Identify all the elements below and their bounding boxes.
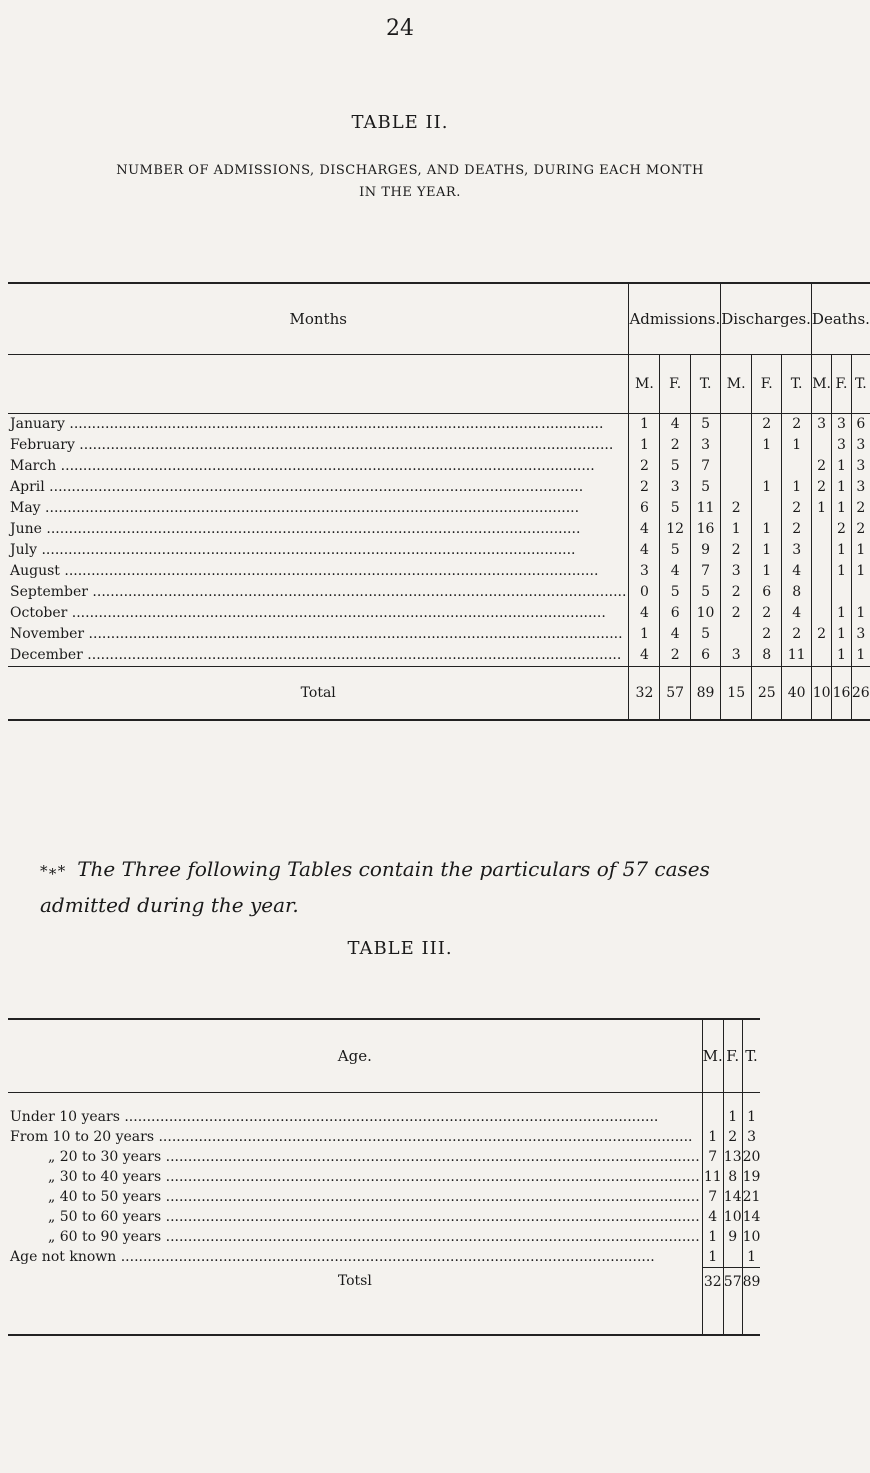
- month-cell: 11: [690, 498, 720, 519]
- monthly-table: [8, 282, 870, 721]
- age-cell: 10: [742, 1228, 761, 1245]
- age-header: Age.: [337, 1047, 372, 1065]
- age-row: [8, 1207, 760, 1227]
- month-cell: 6: [629, 498, 660, 519]
- month-cell: 2: [782, 414, 812, 436]
- month-cell: [811, 561, 831, 582]
- month-row: [8, 498, 870, 519]
- month-label: [8, 456, 629, 477]
- discharges-header: Discharges.: [721, 283, 812, 355]
- month-cell: 6: [660, 603, 690, 624]
- sub-header: T.: [690, 355, 720, 414]
- month-cell: 1: [832, 645, 851, 667]
- month-cell: 2: [782, 498, 812, 519]
- age-total-cell: 89: [742, 1267, 760, 1335]
- month-row: [8, 561, 870, 582]
- month-name: March .....: [10, 458, 597, 474]
- total-cell: 26: [851, 667, 870, 721]
- sub-header: M.: [629, 355, 660, 414]
- month-cell: 2: [811, 624, 831, 645]
- subtitle-line-1: NUMBER OF ADMISSIONS, DISCHARGES, AND DEATHS, DURING EACH MONTH: [116, 163, 704, 178]
- month-cell: [811, 540, 831, 561]
- m-header: M.: [702, 1019, 723, 1093]
- month-label: [8, 624, 629, 645]
- t-header: T.: [742, 1019, 760, 1093]
- age-label: [8, 1187, 702, 1207]
- month-name: December .....: [10, 647, 623, 663]
- sub-header: M.: [811, 355, 831, 414]
- month-cell: 11: [782, 645, 812, 667]
- month-cell: 2: [629, 477, 660, 498]
- month-cell: 5: [690, 582, 720, 603]
- age-cell: 1: [723, 1107, 742, 1127]
- month-label: [8, 603, 629, 624]
- total-cell: 10: [811, 667, 831, 721]
- month-cell: 2: [782, 624, 812, 645]
- table-2-title: TABLE II.: [351, 112, 449, 133]
- month-cell: 3: [851, 456, 870, 477]
- month-cell: [752, 498, 782, 519]
- footnote: [40, 852, 780, 922]
- month-cell: 1: [629, 414, 660, 436]
- sub-header: M.: [721, 355, 752, 414]
- month-cell: 3: [782, 540, 812, 561]
- age-cell: 4: [702, 1207, 723, 1227]
- sub-header: T.: [851, 355, 870, 414]
- age-label: [8, 1247, 702, 1268]
- month-cell: 2: [660, 645, 690, 667]
- month-row: [8, 582, 870, 603]
- total-label: Total: [300, 685, 336, 701]
- month-cell: [752, 456, 782, 477]
- age-row: [8, 1127, 760, 1147]
- age-cell: 8: [723, 1167, 742, 1187]
- month-cell: 3: [629, 561, 660, 582]
- month-cell: 4: [660, 414, 690, 436]
- month-cell: 1: [851, 540, 870, 561]
- months-header: Months: [289, 310, 347, 328]
- age-range: 40 to 50 years .....: [60, 1189, 702, 1205]
- month-cell: 4: [660, 561, 690, 582]
- table-2-subtitle: [60, 160, 760, 204]
- month-cell: 1: [851, 561, 870, 582]
- age-table-body: [8, 1107, 760, 1268]
- month-label: [8, 582, 629, 603]
- age-cell: 7: [702, 1147, 723, 1167]
- month-cell: 1: [752, 540, 782, 561]
- month-cell: 6: [752, 582, 782, 603]
- age-row: [8, 1247, 760, 1268]
- f-header: F.: [723, 1019, 742, 1093]
- sub-header: T.: [782, 355, 812, 414]
- month-cell: 1: [832, 498, 851, 519]
- age-range: 50 to 60 years .....: [60, 1209, 702, 1225]
- month-cell: 1: [782, 477, 812, 498]
- month-cell: 3: [721, 645, 752, 667]
- month-cell: 1: [832, 624, 851, 645]
- age-row: [8, 1187, 760, 1207]
- total-cell: 89: [690, 667, 720, 721]
- month-cell: 4: [782, 603, 812, 624]
- month-cell: 0: [629, 582, 660, 603]
- month-name: November .....: [10, 626, 625, 642]
- month-cell: [832, 582, 851, 603]
- month-cell: 4: [782, 561, 812, 582]
- month-cell: 1: [851, 645, 870, 667]
- age-cell: 13: [723, 1148, 742, 1165]
- age-row: [8, 1167, 760, 1187]
- page-number: 24: [386, 16, 414, 41]
- month-row: [8, 477, 870, 498]
- age-cell: 1: [742, 1107, 760, 1127]
- month-row: [8, 414, 870, 436]
- month-row: [8, 624, 870, 645]
- age-cell: 9: [723, 1227, 742, 1247]
- month-name: July .....: [10, 542, 578, 558]
- age-range: Under 10 years .....: [10, 1109, 660, 1125]
- month-cell: [811, 582, 831, 603]
- month-row: [8, 435, 870, 456]
- age-range: 30 to 40 years .....: [60, 1169, 702, 1185]
- age-range: 20 to 30 years .....: [60, 1149, 702, 1165]
- month-cell: 1: [832, 561, 851, 582]
- month-cell: 9: [690, 540, 720, 561]
- ditto-mark: „: [48, 1148, 56, 1165]
- month-cell: 1: [752, 477, 782, 498]
- month-cell: 3: [660, 477, 690, 498]
- month-cell: 1: [629, 624, 660, 645]
- month-cell: 1: [629, 435, 660, 456]
- month-cell: 6: [851, 414, 870, 436]
- month-row: [8, 456, 870, 477]
- age-cell: 14: [742, 1208, 761, 1225]
- month-label: [8, 561, 629, 582]
- age-total-cell: 57: [723, 1267, 742, 1335]
- month-cell: 16: [690, 519, 720, 540]
- ditto-mark: „: [48, 1208, 56, 1225]
- month-name: August .....: [10, 563, 600, 579]
- month-cell: 4: [660, 624, 690, 645]
- age-label: [8, 1107, 702, 1127]
- month-cell: 8: [782, 582, 812, 603]
- ditto-mark: „: [48, 1188, 56, 1205]
- month-cell: 3: [721, 561, 752, 582]
- total-cell: 40: [782, 667, 812, 721]
- month-cell: 7: [690, 456, 720, 477]
- month-name: October .....: [10, 605, 608, 621]
- month-name: February .....: [10, 437, 615, 453]
- month-name: September .....: [10, 584, 628, 600]
- month-label: [8, 498, 629, 519]
- age-label: [8, 1167, 702, 1187]
- month-cell: 1: [752, 519, 782, 540]
- sub-header: F.: [832, 355, 851, 414]
- month-cell: 2: [721, 582, 752, 603]
- total-cell: 32: [629, 667, 660, 721]
- age-label: [8, 1127, 702, 1147]
- total-cell: 57: [660, 667, 690, 721]
- month-row: [8, 519, 870, 540]
- age-cell: [702, 1107, 723, 1127]
- age-cell: 1: [702, 1227, 723, 1247]
- table-3-title: TABLE III.: [347, 938, 453, 959]
- sub-header: F.: [752, 355, 782, 414]
- age-cell: 1: [702, 1127, 723, 1147]
- month-cell: 2: [660, 435, 690, 456]
- month-cell: 3: [851, 435, 870, 456]
- month-cell: 5: [690, 414, 720, 436]
- month-cell: [811, 435, 831, 456]
- age-total-cell: 32: [702, 1267, 723, 1335]
- age-cell: 11: [703, 1168, 722, 1185]
- month-cell: 4: [629, 540, 660, 561]
- month-cell: [721, 624, 752, 645]
- month-cell: 5: [660, 540, 690, 561]
- age-cell: 21: [742, 1188, 761, 1205]
- month-cell: 1: [752, 561, 782, 582]
- age-label: [8, 1147, 702, 1167]
- month-cell: [721, 456, 752, 477]
- month-cell: 3: [811, 414, 831, 436]
- month-cell: 5: [660, 498, 690, 519]
- age-row: [8, 1227, 760, 1247]
- month-cell: 2: [782, 519, 812, 540]
- month-cell: 6: [690, 645, 720, 667]
- age-cell: 14: [723, 1188, 742, 1205]
- age-range: From 10 to 20 years .....: [10, 1129, 695, 1145]
- month-cell: 2: [811, 477, 831, 498]
- month-cell: 3: [690, 435, 720, 456]
- month-cell: 5: [690, 477, 720, 498]
- total-cell: 15: [721, 667, 752, 721]
- age-cell: 7: [702, 1187, 723, 1207]
- month-cell: [721, 477, 752, 498]
- month-cell: 4: [629, 645, 660, 667]
- age-cell: 1: [742, 1247, 760, 1268]
- month-row: [8, 603, 870, 624]
- month-cell: 2: [752, 603, 782, 624]
- month-cell: 8: [752, 645, 782, 667]
- month-cell: 1: [721, 519, 752, 540]
- footnote-text: The Three following Tables contain the particulars of 57 cases admitted during the year.: [40, 857, 710, 917]
- age-cell: 10: [723, 1208, 742, 1225]
- month-cell: 2: [851, 519, 870, 540]
- month-cell: 2: [811, 456, 831, 477]
- month-cell: [721, 435, 752, 456]
- admissions-header: Admissions.: [629, 283, 721, 355]
- month-cell: 5: [690, 624, 720, 645]
- month-cell: 1: [811, 498, 831, 519]
- month-cell: 2: [752, 624, 782, 645]
- age-range: Age not known .....: [10, 1249, 657, 1265]
- month-cell: 1: [782, 435, 812, 456]
- month-cell: 10: [690, 603, 720, 624]
- month-cell: [811, 519, 831, 540]
- month-cell: 12: [660, 519, 690, 540]
- month-cell: 7: [690, 561, 720, 582]
- month-row: [8, 540, 870, 561]
- age-total-label: Totsl: [337, 1273, 372, 1289]
- month-label: [8, 519, 629, 540]
- month-cell: 1: [832, 540, 851, 561]
- month-label: [8, 477, 629, 498]
- age-label: [8, 1207, 702, 1227]
- month-cell: 1: [832, 456, 851, 477]
- month-name: January .....: [10, 416, 605, 432]
- month-cell: 3: [832, 435, 851, 456]
- total-cell: 16: [832, 667, 851, 721]
- month-name: May .....: [10, 500, 581, 516]
- deaths-header: Deaths.: [811, 283, 870, 355]
- month-cell: [851, 582, 870, 603]
- month-cell: [811, 603, 831, 624]
- month-cell: 2: [721, 540, 752, 561]
- asterism: *∗*: [40, 862, 66, 880]
- month-row: [8, 645, 870, 667]
- month-label: [8, 435, 629, 456]
- month-label: [8, 540, 629, 561]
- month-cell: 3: [832, 414, 851, 436]
- month-cell: 2: [629, 456, 660, 477]
- age-cell: 1: [702, 1247, 723, 1268]
- age-cell: 19: [742, 1168, 761, 1185]
- month-cell: 1: [832, 477, 851, 498]
- age-row: [8, 1147, 760, 1167]
- month-cell: 2: [721, 603, 752, 624]
- age-cell: [723, 1247, 742, 1268]
- month-cell: 1: [752, 435, 782, 456]
- age-cell: 20: [742, 1148, 761, 1165]
- month-cell: 2: [851, 498, 870, 519]
- month-name: June .....: [10, 521, 582, 537]
- ditto-mark: „: [48, 1228, 56, 1245]
- month-label: [8, 414, 629, 436]
- age-table: [8, 1018, 760, 1336]
- month-name: April .....: [10, 479, 585, 495]
- age-cell: 3: [742, 1127, 760, 1147]
- ditto-mark: „: [48, 1168, 56, 1185]
- month-cell: [721, 414, 752, 436]
- total-cell: 25: [752, 667, 782, 721]
- month-cell: 1: [832, 603, 851, 624]
- month-cell: [811, 645, 831, 667]
- month-cell: 2: [721, 498, 752, 519]
- month-cell: 4: [629, 519, 660, 540]
- month-cell: 4: [629, 603, 660, 624]
- subtitle-line-2: IN THE YEAR.: [359, 185, 461, 200]
- sub-header: F.: [660, 355, 690, 414]
- month-cell: 1: [851, 603, 870, 624]
- month-cell: 2: [832, 519, 851, 540]
- age-range: 60 to 90 years .....: [60, 1229, 702, 1245]
- month-cell: 2: [752, 414, 782, 436]
- age-label: [8, 1227, 702, 1247]
- monthly-table-body: [8, 414, 870, 667]
- age-row: [8, 1107, 760, 1127]
- month-cell: 5: [660, 456, 690, 477]
- month-cell: 3: [851, 477, 870, 498]
- month-cell: 3: [851, 624, 870, 645]
- month-label: [8, 645, 629, 667]
- age-cell: 2: [723, 1127, 742, 1147]
- months-header-spacer: [8, 355, 629, 414]
- month-cell: 5: [660, 582, 690, 603]
- month-cell: [782, 456, 812, 477]
